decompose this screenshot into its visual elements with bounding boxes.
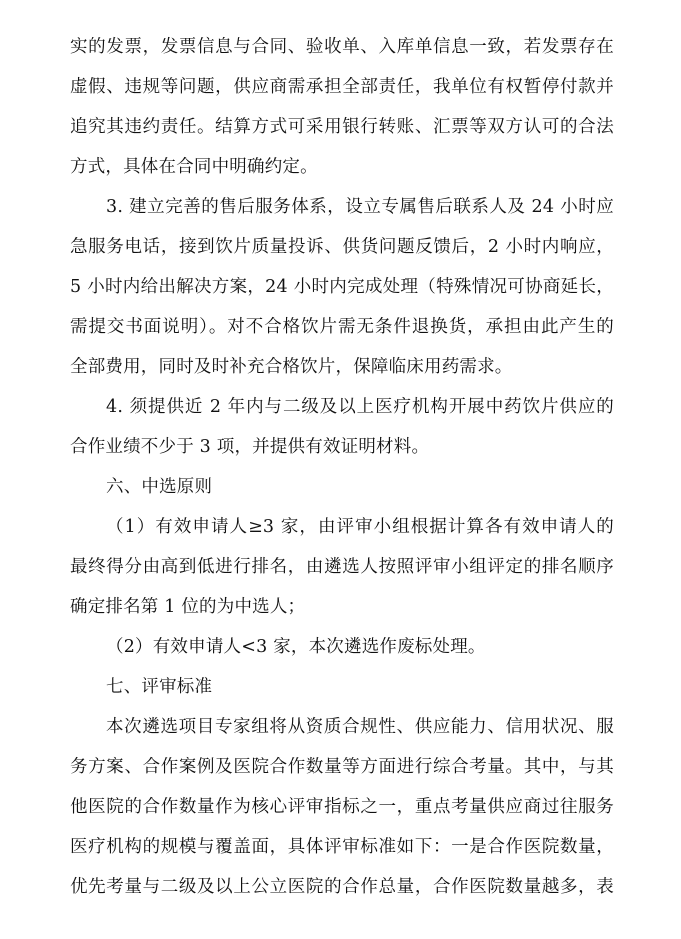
text-line: 最终得分由高到低进行排名，由遴选人按照评审小组评定的排名顺序: [70, 557, 614, 577]
section-heading: 六、中选原则: [106, 477, 213, 497]
text-line: 本次遴选项目专家组将从资质合规性、供应能力、信用状况、服: [106, 717, 614, 737]
text-line: 4. 须提供近 2 年内与二级及以上医疗机构开展中药饮片供应的: [106, 397, 614, 417]
text-line: 务方案、合作案例及医院合作数量等方面进行综合考量。其中，与其: [70, 757, 614, 777]
text-line: 急服务电话，接到饮片质量投诉、供货问题反馈后，2 小时内响应，: [70, 237, 614, 257]
text-line: （2）有效申请人<3 家，本次遴选作废标处理。: [106, 637, 486, 657]
text-line: 需提交书面说明）。对不合格饮片需无条件退换货，承担由此产生的: [70, 317, 614, 337]
text-line: 确定排名第 1 位的为中选人；: [70, 597, 306, 617]
text-line: 合作业绩不少于 3 项，并提供有效证明材料。: [70, 437, 430, 457]
text-line: 医疗机构的规模与覆盖面，具体评审标准如下：一是合作医院数量，: [70, 837, 614, 857]
text-line: 虚假、违规等问题，供应商需承担全部责任，我单位有权暂停付款并: [70, 77, 614, 97]
text-line: 实的发票，发票信息与合同、验收单、入库单信息一致，若发票存在: [70, 37, 614, 57]
text-line: 方式，具体在合同中明确约定。: [70, 157, 318, 177]
text-line: 追究其违约责任。结算方式可采用银行转账、汇票等双方认可的合法: [70, 117, 614, 137]
text-line: 5 小时内给出解决方案，24 小时内完成处理（特殊情况可协商延长，: [70, 277, 614, 297]
text-line: 优先考量与二级及以上公立医院的合作总量，合作医院数量越多，表: [70, 877, 614, 897]
document-body: [70, 34, 614, 914]
text-line: 全部费用，同时及时补充合格饮片，保障临床用药需求。: [70, 357, 513, 377]
text-line: 3. 建立完善的售后服务体系，设立专属售后联系人及 24 小时应: [106, 197, 614, 217]
text-line: 他医院的合作数量作为核心评审指标之一，重点考量供应商过往服务: [70, 797, 614, 817]
section-heading: 七、评审标准: [106, 677, 213, 697]
text-line: （1）有效申请人≥3 家，由评审小组根据计算各有效申请人的: [106, 517, 614, 537]
